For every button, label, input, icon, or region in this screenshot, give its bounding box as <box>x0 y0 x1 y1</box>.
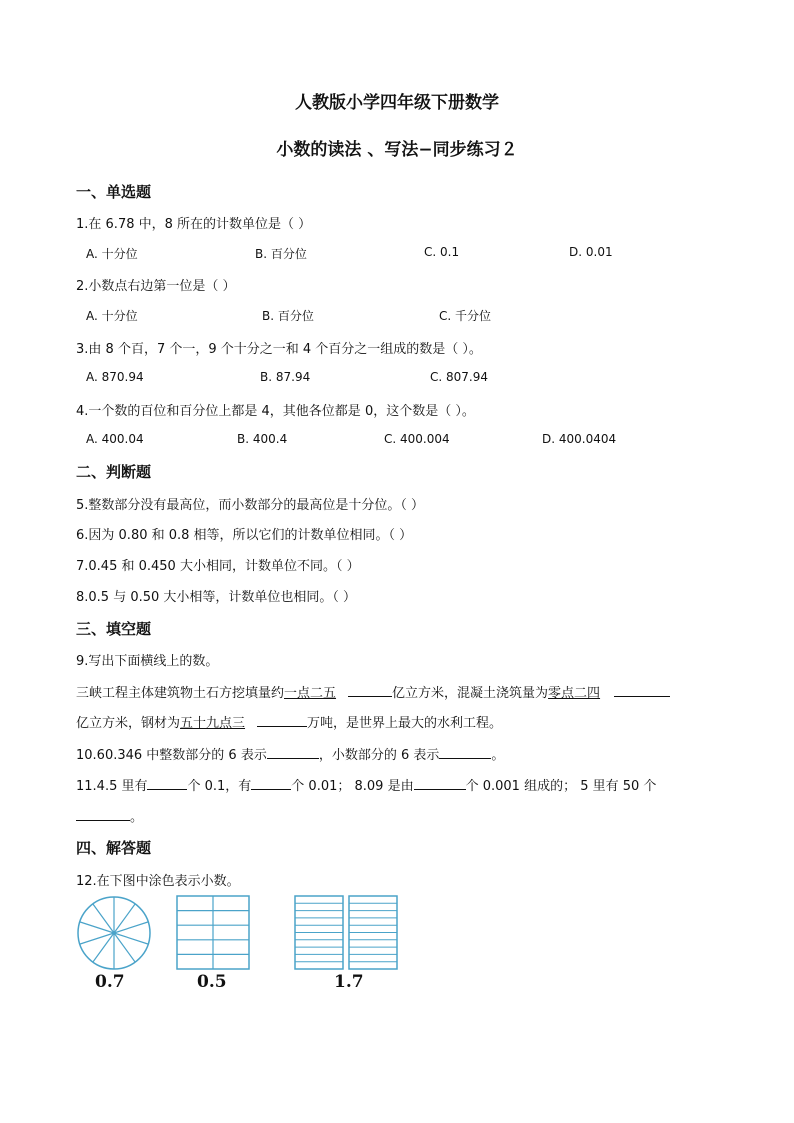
circle-spoke <box>93 904 114 933</box>
question-4: 4.一个数的百位和百分位上都是 4，其他各位都是 0，这个数是（ ）。 <box>76 404 475 419</box>
q11-blank-4[interactable] <box>76 808 130 821</box>
q11-blank-1[interactable] <box>147 777 187 790</box>
q4-option-d[interactable]: D. 400.0404 <box>542 432 617 446</box>
circle-spoke <box>93 933 114 962</box>
q9-blank-2[interactable] <box>614 684 670 697</box>
q10-blank-2[interactable] <box>439 746 491 759</box>
q2-option-b[interactable]: B. 百分位 <box>262 309 314 323</box>
question-10: 10.60.346 中整数部分的 6 表示 ，小数部分的 6 表示 。 <box>76 748 505 763</box>
circle-figure-tenths[interactable] <box>76 895 152 971</box>
section-fill-blank: 三、填空题 <box>76 620 152 638</box>
q1-option-c[interactable]: C. 0.1 <box>424 245 460 259</box>
q1-option-b[interactable]: B. 百分位 <box>255 247 307 261</box>
grid-figure-tenths[interactable] <box>176 895 251 971</box>
question-8: 8.0.5 与 0.50 大小相等，计数单位也相同。（ ） <box>76 590 357 605</box>
q3-option-a[interactable]: A. 870.94 <box>86 370 144 384</box>
q9-line-2: 亿立方米，钢材为五十九点三 万吨，是世界上最大的水利工程。 <box>76 716 503 731</box>
q2-option-c[interactable]: C. 千分位 <box>439 309 492 323</box>
question-2: 2.小数点右边第一位是（ ） <box>76 279 236 294</box>
circle-spokes <box>80 897 148 969</box>
double-grid-figure[interactable] <box>294 895 400 971</box>
circle-spoke <box>114 904 135 933</box>
q9-line-1: 三峡工程主体建筑物土石方挖填量约一点二五 亿立方米，混凝土浇筑量为零点二四 <box>76 682 670 701</box>
question-11: 11.4.5 里有 个 0.1，有 个 0.01； 8.09 是由 个 0.001 组成的； 5 里有 50 个 <box>76 779 657 794</box>
circle-spoke <box>114 922 148 933</box>
question-11-cont: 。 <box>76 806 143 825</box>
q1-option-d[interactable]: D. 0.01 <box>569 245 613 259</box>
circle-spoke <box>80 922 114 933</box>
circle-spoke <box>114 933 148 944</box>
circle-spoke <box>114 933 135 962</box>
q9-underlined-3: 五十九点三 <box>180 716 246 731</box>
question-12: 12.在下图中涂色表示小数。 <box>76 874 240 889</box>
q4-option-a[interactable]: A. 400.04 <box>86 432 144 446</box>
q4-option-b[interactable]: B. 400.4 <box>237 432 288 446</box>
section-true-false: 二、判断题 <box>76 463 152 481</box>
q9-underlined-1: 一点二五 <box>284 686 337 701</box>
page-subtitle: 小数的读法 、写法−同步练习２ <box>276 140 518 160</box>
q2-option-a[interactable]: A. 十分位 <box>86 309 138 323</box>
question-7: 7.0.45 和 0.450 大小相同，计数单位不同。（ ） <box>76 559 360 574</box>
double-grid-rows <box>295 903 397 961</box>
question-3: 3.由 8 个百，7 个一，9 个十分之一和 4 个百分之一组成的数是（ ）。 <box>76 342 482 357</box>
section-single-choice: 一、单选题 <box>76 183 152 201</box>
q9-blank-3[interactable] <box>257 714 307 727</box>
q11-blank-2[interactable] <box>251 777 291 790</box>
question-6: 6.因为 0.80 和 0.8 相等，所以它们的计数单位相同。（ ） <box>76 528 413 543</box>
figure-label-1-7: 1.7 <box>334 972 364 992</box>
q10-blank-1[interactable] <box>267 746 319 759</box>
q9-blank-1[interactable] <box>348 684 392 697</box>
q3-option-c[interactable]: C. 807.94 <box>430 370 488 384</box>
q3-option-b[interactable]: B. 87.94 <box>260 370 311 384</box>
q1-option-a[interactable]: A. 十分位 <box>86 247 138 261</box>
section-solution: 四、解答题 <box>76 839 152 857</box>
question-9: 9.写出下面横线上的数。 <box>76 654 219 669</box>
circle-spoke <box>80 933 114 944</box>
question-1: 1.在 6.78 中，8 所在的计数单位是（ ） <box>76 217 312 232</box>
q9-underlined-2: 零点二四 <box>548 686 601 701</box>
figure-label-0-7: 0.7 <box>95 972 125 992</box>
figure-label-0-5: 0.5 <box>197 972 227 992</box>
q11-blank-3[interactable] <box>414 777 466 790</box>
page-title: 人教版小学四年级下册数学 <box>295 93 499 113</box>
q4-option-c[interactable]: C. 400.004 <box>384 432 450 446</box>
question-5: 5.整数部分没有最高位，而小数部分的最高位是十分位。（ ） <box>76 498 425 513</box>
